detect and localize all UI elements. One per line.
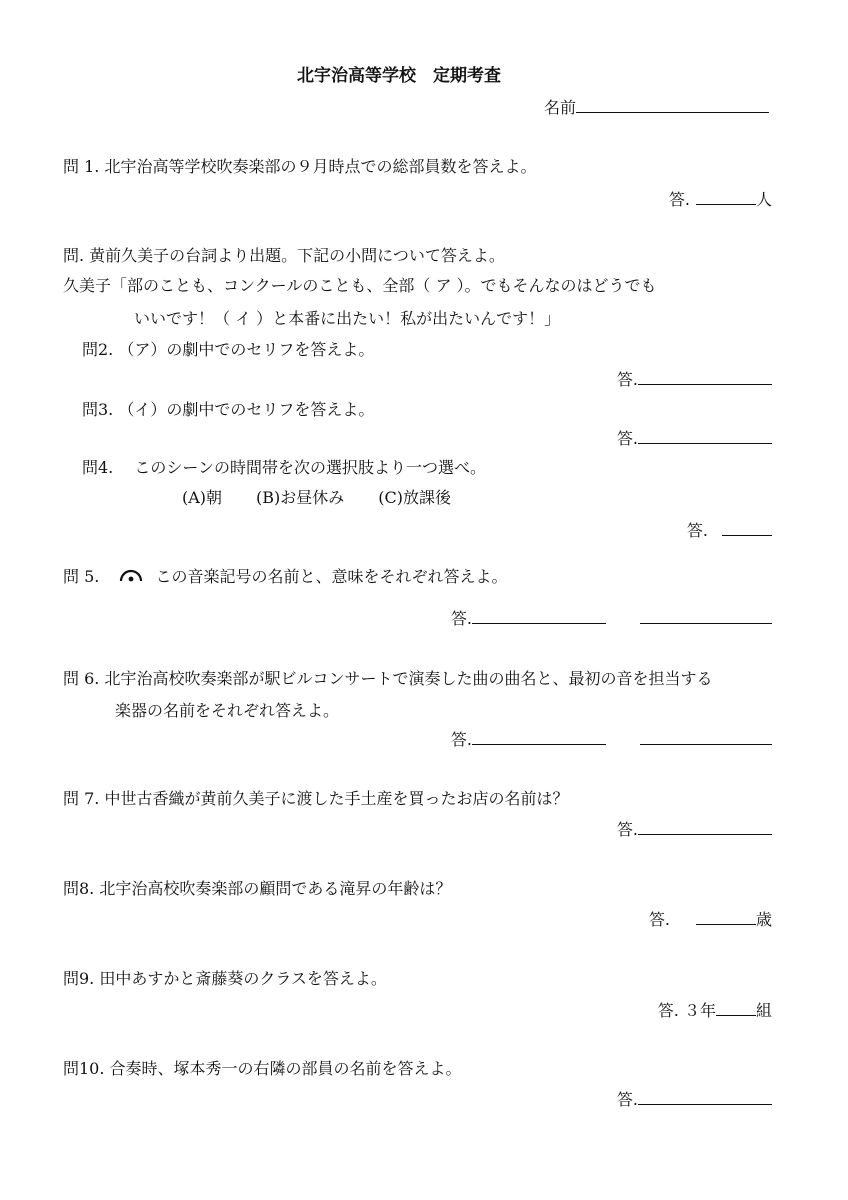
answer-blank-meaning[interactable] [640,608,772,624]
answer-prefix: 答. [616,820,638,839]
question-5-label: 問 5. [63,567,100,586]
answer-blank-title[interactable] [472,729,606,745]
answer-blank-name[interactable] [472,608,606,624]
answer-blank[interactable] [638,369,772,385]
passage-line-1: 久美子「部のことも、コンクールのことも、全部（ ア ）。でもそんなのはどうでも [63,276,657,295]
name-label: 名前 [544,98,577,117]
question-8: 問8. 北宇治高校吹奏楽部の顧問である滝昇の年齢は？ [63,879,452,898]
answer-prefix: 答. [616,429,638,448]
fermata-icon [118,567,144,587]
answer-prefix: 答. [648,910,670,929]
answer-2[interactable] [617,369,772,390]
choice-list [182,488,485,508]
answer-blank[interactable] [638,1089,772,1105]
answer-prefix: 答. [616,1090,638,1109]
question-3: 問3. （イ）の劇中でのセリフを答えよ。 [82,400,375,419]
choice-a[interactable]: (A)朝 [182,488,223,507]
choice-c[interactable]: (C)放課後 [378,488,452,507]
answer-blank[interactable] [638,428,772,444]
answer-blank[interactable] [638,819,772,835]
question-6-line-1: 問 6. 北宇治高校吹奏楽部が駅ビルコンサートで演奏した曲の曲名と、最初の音を担当する [63,669,713,688]
answer-prefix: 答. [450,730,472,749]
answer-prefix: 答. ３年 [657,1001,716,1020]
question-7: 問 7. 中世古香織が黄前久美子に渡した手土産を買ったお店の名前は？ [63,789,569,808]
question-5 [63,567,508,587]
answer-prefix: 答. [668,190,690,209]
answer-blank[interactable] [696,909,756,925]
answer-9[interactable] [658,1000,772,1021]
answer-blank-instrument[interactable] [640,729,772,745]
answer-6[interactable] [451,729,772,750]
answer-1[interactable] [669,189,772,210]
answer-4[interactable] [687,520,772,541]
answer-7[interactable] [617,819,772,840]
passage-line-2: いいです！（ イ ）と本番に出たい！私が出たいんです！」 [134,309,561,328]
answer-10[interactable] [617,1089,772,1110]
question-9: 問9. 田中あすかと斎藤葵のクラスを答えよ。 [63,969,387,988]
question-10: 問10. 合奏時、塚本秀一の右隣の部員の名前を答えよ。 [63,1059,462,1078]
question-1: 問 1. 北宇治高等学校吹奏楽部の９月時点での総部員数を答えよ。 [63,157,537,176]
answer-5[interactable] [451,608,772,629]
answer-prefix: 答. [450,609,472,628]
choice-b[interactable]: (B)お昼休み [256,488,345,507]
answer-8[interactable] [649,909,772,930]
question-6-line-2: 楽器の名前をそれぞれ答えよ。 [115,701,340,720]
question-5-text: この音楽記号の名前と、意味をそれぞれ答えよ。 [155,567,508,586]
answer-blank[interactable] [716,1000,756,1016]
answer-suffix: 人 [755,190,772,209]
name-blank[interactable] [576,97,769,113]
answer-suffix: 歳 [755,910,772,929]
answer-prefix: 答. [686,521,708,540]
answer-suffix: 組 [755,1001,772,1020]
question-2: 問2. （ア）の劇中でのセリフを答えよ。 [82,340,375,359]
answer-blank[interactable] [696,189,756,205]
passage-intro: 問. 黄前久美子の台詞より出題。下記の小問について答えよ。 [63,246,505,265]
answer-3[interactable] [617,428,772,449]
question-4: 問4. このシーンの時間帯を次の選択肢より一つ選べ。 [82,458,487,477]
name-field[interactable] [544,97,769,118]
page-title: 北宇治高等学校 定期考査 [297,66,501,86]
answer-blank[interactable] [722,520,772,536]
answer-prefix: 答. [616,370,638,389]
